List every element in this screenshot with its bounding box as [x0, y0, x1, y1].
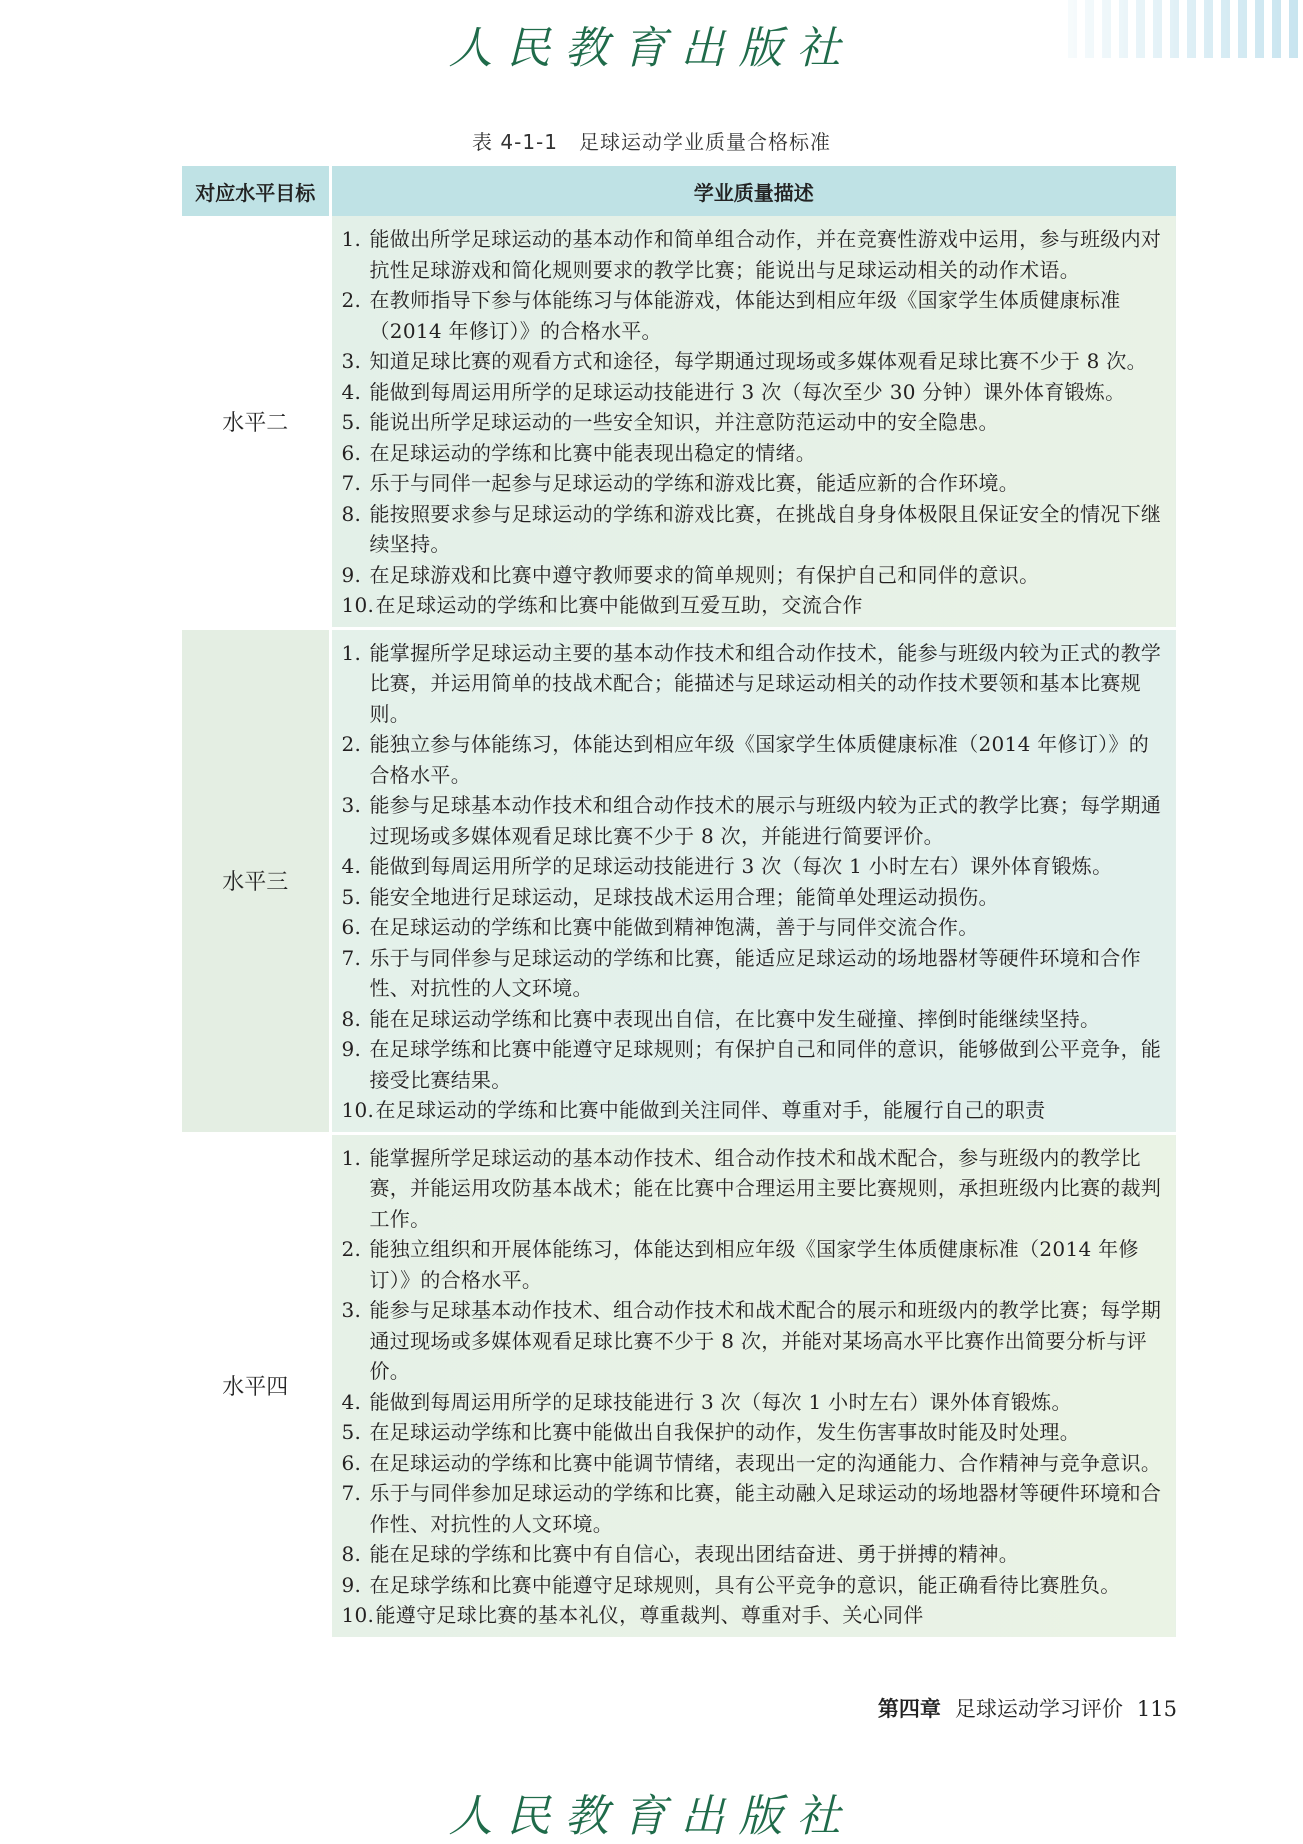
list-item	[342, 1570, 1167, 1601]
table-row	[182, 1133, 1176, 1637]
table-caption: 表 4-1-1 足球运动学业质量合格标准	[472, 130, 831, 154]
item-number: 6.	[341, 440, 362, 465]
item-number: 5.	[341, 1420, 362, 1444]
list-item	[342, 1095, 1167, 1126]
item-number: 7.	[341, 471, 362, 495]
item-number: 3.	[341, 793, 362, 817]
page-footer	[878, 1693, 1177, 1723]
item-number: 3.	[341, 349, 362, 373]
item-text: 能做到每周运用所学的足球运动技能进行 3 次（每次 1 小时左右）课外体育锻炼。	[369, 854, 1113, 878]
list-item	[342, 882, 1167, 913]
column-header-level: 对应水平目标	[182, 166, 330, 216]
item-text: 能安全地进行足球运动，足球技战术运用合理；能简单处理运动损伤。	[369, 884, 999, 909]
list-item	[342, 407, 1167, 438]
list-item	[342, 1387, 1167, 1418]
table-row	[182, 216, 1176, 628]
item-text: 知道足球比赛的观看方式和途径，每学期通过现场或多媒体观看足球比赛不少于 8 次。	[369, 349, 1147, 373]
item-text: 在足球运动的学练和比赛中能表现出稳定的情绪。	[369, 440, 817, 465]
item-text: 能按照要求参与足球运动的学练和游戏比赛，在挑战自身身体极限且保证安全的情况下继续坚持。	[369, 501, 1162, 556]
list-item	[342, 790, 1167, 851]
publisher-logo-footer: 人民教育出版社	[448, 1791, 855, 1842]
item-number: 2.	[341, 1237, 362, 1261]
item-number: 8.	[341, 501, 362, 526]
page-number: 115	[1136, 1697, 1177, 1721]
list-item	[342, 285, 1167, 346]
item-text: 能独立组织和开展体能练习，体能达到相应年级《国家学生体质健康标准（2014 年修订）》的合格水平。	[369, 1237, 1139, 1292]
item-number: 10.	[341, 1603, 375, 1627]
list-item	[342, 638, 1167, 730]
item-number: 8.	[341, 1542, 362, 1566]
item-text: 在足球学练和比赛中能遵守足球规则，具有公平竞争的意识，能正确看待比赛胜负。	[369, 1572, 1121, 1597]
list-item	[342, 468, 1167, 499]
table-header-row	[182, 166, 1176, 216]
item-text: 在足球运动的学练和比赛中能做到精神饱满，善于与同伴交流合作。	[369, 915, 979, 939]
item-text: 在教师指导下参与体能练习与体能游戏，体能达到相应年级《国家学生体质健康标准（2014 年修订）》的合格水平。	[369, 288, 1121, 343]
item-number: 5.	[341, 884, 362, 909]
item-text: 能说出所学足球运动的一些安全知识，并注意防范运动中的安全隐患。	[369, 410, 999, 434]
list-item	[342, 1295, 1167, 1387]
item-text: 能掌握所学足球运动主要的基本动作技术和组合动作技术，能参与班级内较为正式的教学比赛，并运用简单的技战术配合；能描述与足球运动相关的动作技术要领和基本比赛规则。	[369, 640, 1162, 726]
item-number: 9.	[341, 1037, 362, 1061]
list-item	[342, 1417, 1167, 1448]
list-item	[342, 1234, 1167, 1295]
item-text: 乐于与同伴一起参与足球运动的学练和游戏比赛，能适应新的合作环境。	[369, 471, 1020, 495]
item-number: 7.	[341, 945, 362, 970]
list-item	[342, 1143, 1167, 1235]
chapter-number: 第四章	[877, 1696, 941, 1721]
description-list	[342, 638, 1167, 1126]
description-cell	[330, 1133, 1176, 1637]
description-list	[342, 224, 1167, 621]
item-text: 能掌握所学足球运动的基本动作技术、组合动作技术和战术配合，参与班级内的教学比赛，并能运用攻防基本战术；能在比赛中合理运用主要比赛规则，承担班级内比赛的裁判工作。	[369, 1145, 1162, 1231]
item-number: 10.	[341, 593, 375, 617]
list-item	[342, 499, 1167, 560]
item-text: 能做出所学足球运动的基本动作和简单组合动作，并在竞赛性游戏中运用，参与班级内对抗性足球游戏和简化规则要求的教学比赛；能说出与足球运动相关的动作术语。	[369, 227, 1162, 282]
item-text: 能在足球的学练和比赛中有自信心，表现出团结奋进、勇于拼搏的精神。	[369, 1542, 1020, 1566]
item-text: 能做到每周运用所学的足球技能进行 3 次（每次 1 小时左右）课外体育锻炼。	[369, 1389, 1072, 1414]
item-number: 7.	[341, 1481, 362, 1505]
table-row	[182, 628, 1176, 1133]
item-text: 在足球游戏和比赛中遵守教师要求的简单规则；有保护自己和同伴的意识。	[369, 562, 1040, 587]
item-text: 在足球运动的学练和比赛中能做到关注同伴、尊重对手，能履行自己的职责	[375, 1098, 1046, 1122]
item-text: 能做到每周运用所学的足球运动技能进行 3 次（每次至少 30 分钟）课外体育锻炼。	[369, 379, 1126, 404]
publisher-logo-header: 人民教育出版社	[448, 23, 855, 74]
description-cell	[330, 628, 1176, 1133]
list-item	[342, 224, 1167, 285]
list-item	[342, 1004, 1167, 1035]
item-text: 能在足球运动学练和比赛中表现出自信，在比赛中发生碰撞、摔倒时能继续坚持。	[369, 1006, 1101, 1031]
level-cell: 水平三	[182, 628, 330, 1133]
item-text: 在足球运动的学练和比赛中能做到互爱互助，交流合作	[375, 593, 863, 617]
item-number: 4.	[341, 1389, 362, 1414]
item-text: 乐于与同伴参与足球运动的学练和比赛，能适应足球运动的场地器材等硬件环境和合作性、对抗性的人文环境。	[369, 945, 1141, 1000]
item-text: 乐于与同伴参加足球运动的学练和比赛，能主动融入足球运动的场地器材等硬件环境和合作性、对抗性的人文环境。	[369, 1481, 1162, 1536]
item-number: 9.	[341, 1572, 362, 1597]
list-item	[342, 438, 1167, 469]
item-text: 能遵守足球比赛的基本礼仪，尊重裁判、尊重对手、关心同伴	[375, 1603, 924, 1627]
item-text: 能参与足球基本动作技术和组合动作技术的展示与班级内较为正式的教学比赛；每学期通过现场或多媒体观看足球比赛不少于 8 次，并能进行简要评价。	[369, 793, 1162, 848]
item-number: 6.	[341, 915, 362, 939]
description-list	[342, 1143, 1167, 1631]
item-number: 1.	[341, 227, 362, 251]
list-item	[342, 912, 1167, 943]
list-item	[342, 377, 1167, 408]
list-item	[342, 1448, 1167, 1479]
item-number: 5.	[341, 410, 362, 434]
item-number: 1.	[341, 640, 362, 665]
item-number: 9.	[341, 562, 362, 587]
list-item	[342, 1034, 1167, 1095]
item-number: 3.	[341, 1298, 362, 1322]
list-item	[342, 851, 1167, 882]
quality-standard-table	[182, 166, 1176, 1637]
item-number: 10.	[341, 1098, 375, 1122]
item-number: 2.	[341, 732, 362, 756]
list-item	[342, 560, 1167, 591]
item-number: 4.	[341, 854, 362, 878]
list-item	[342, 590, 1167, 621]
chapter-title: 足球运动学习评价	[954, 1697, 1123, 1721]
level-cell: 水平二	[182, 216, 330, 628]
list-item	[342, 1600, 1167, 1631]
item-text: 在足球运动的学练和比赛中能调节情绪，表现出一定的沟通能力、合作精神与竞争意识。	[369, 1450, 1162, 1475]
item-number: 1.	[341, 1145, 362, 1170]
description-cell	[330, 216, 1176, 628]
list-item	[342, 346, 1167, 377]
list-item	[342, 943, 1167, 1004]
item-number: 2.	[341, 288, 362, 312]
list-item	[342, 729, 1167, 790]
item-number: 4.	[341, 379, 362, 404]
item-number: 6.	[341, 1450, 362, 1475]
list-item	[342, 1539, 1167, 1570]
level-cell: 水平四	[182, 1133, 330, 1637]
item-text: 在足球运动学练和比赛中能做出自我保护的动作，发生伤害事故时能及时处理。	[369, 1420, 1080, 1444]
item-number: 8.	[341, 1006, 362, 1031]
item-text: 能独立参与体能练习，体能达到相应年级《国家学生体质健康标准（2014 年修订）》的合格水平。	[369, 732, 1150, 787]
item-text: 能参与足球基本动作技术、组合动作技术和战术配合的展示和班级内的教学比赛；每学期通过现场或多媒体观看足球比赛不少于 8 次，并能对某场高水平比赛作出简要分析与评价。	[369, 1298, 1162, 1383]
list-item	[342, 1478, 1167, 1539]
item-text: 在足球学练和比赛中能遵守足球规则；有保护自己和同伴的意识，能够做到公平竞争，能接受比赛结果。	[369, 1037, 1162, 1092]
column-header-description: 学业质量描述	[330, 166, 1176, 216]
